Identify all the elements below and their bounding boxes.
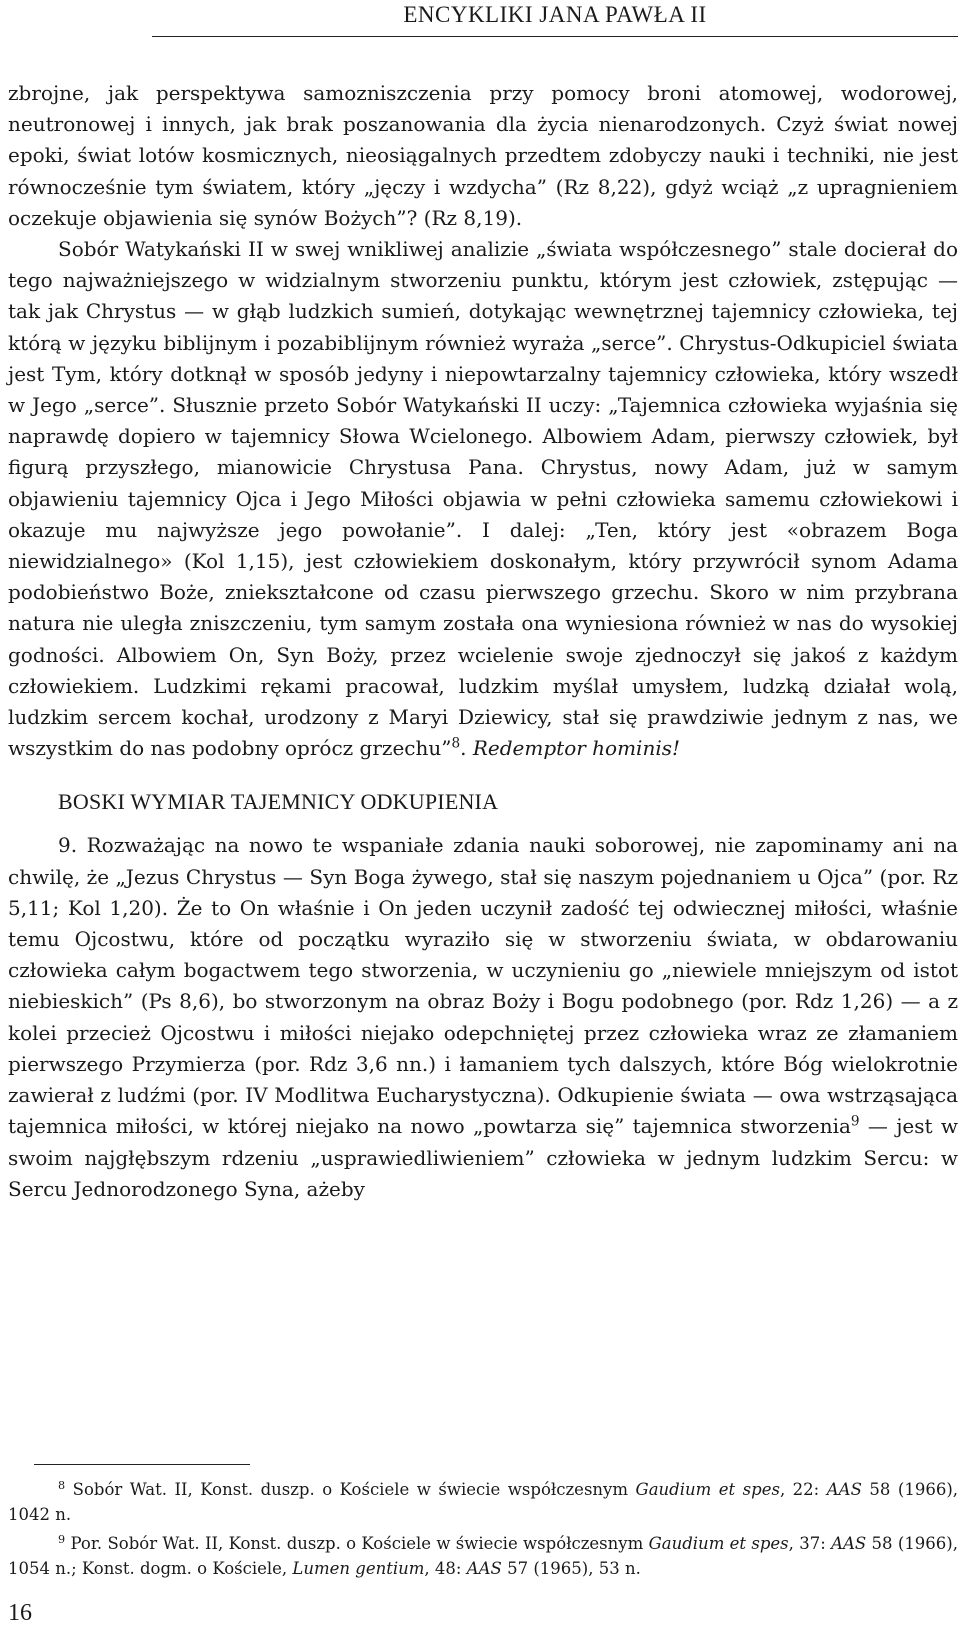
paragraph-3 (8, 830, 958, 1204)
paragraph-1: zbrojne, jak perspektywa samozniszczenia przy pomocy broni atomowej, wodorowej, neutronowej i innych, jak brak poszanowania dla życia nienarodzonych. Czyż świat nowej epoki, świat lotów kosmicznych, nieosiągalnych przedtem zdobyczy nauki i techniki, nie jest równocześnie tym światem, który „jęczy i wzdycha” (Rz 8,22), gdyż wciąż „z upragnieniem oczekuje objawienia się synów Bożych”? (Rz 8,19). (8, 81, 958, 230)
main-text (8, 78, 958, 1205)
header-title: ENCYKLIKI JANA PAWŁA II (403, 2, 707, 27)
footnote-8-number: 8 (58, 1478, 66, 1492)
paragraph-3-text: 9. Rozważając na nowo te wspaniałe zdania nauki soborowej, nie zapominamy ani na chwilę, że „Jezus Chrystus — Syn Boga żywego, stał się naszym pojednaniem u Ojca” (por. Rz 5,11; Kol 1,20). Że to On właśnie i On jeden uczynił zadość tej odwiecznej miłości, właśnie temu Ojcostwu, które od początku wyraziło się w stworzeniu świata, w obdarowaniu człowieka całym bogactwem tego stworzenia, w uczynieniu go „niewiele mniejszym od istot niebieskich” (Ps 8,6), bo stworzonym na obraz Boży i Bogu podobnego (por. Rdz 1,26) — a z kolei przecież Ojcostwu i miłości niejako odepchniętej przez człowieka wraz ze złamaniem pierwszego Przymierza (por. Rdz 3,6 nn.) i łamaniem tych dalszych, które Bóg wielokrotnie zawierał z ludźmi (por. IV Modlitwa Eucharystyczna). Odkupienie świata — owa wstrząsająca tajemnica miłości, w której niejako na nowo „powtarza się” tajemnica stworzenia (8, 833, 958, 1139)
footnote-8-text: Sobór Wat. II, Konst. duszp. o Kościele w świecie współczesnym (65, 1480, 636, 1499)
footnote-9-number: 9 (58, 1532, 66, 1546)
page-number: 16 (8, 1600, 32, 1626)
footnote-8 (8, 1478, 958, 1527)
footnote-9-text-2: , 37: (788, 1534, 832, 1553)
footnote-ref-9[interactable]: 9 (850, 1113, 860, 1130)
footnote-8-title: Gaudium et spes (635, 1480, 780, 1499)
footnote-9-text-3: 58 (1966), 1054 n.; Konst. dogm. o Kościele, (8, 1534, 958, 1578)
footnotes (8, 1478, 958, 1586)
footnote-9-text-4: , 48: (424, 1558, 467, 1578)
footnote-9 (8, 1532, 958, 1581)
footnote-9-title-2: Lumen gentium (292, 1558, 425, 1578)
footnote-9-title: Gaudium et spes (648, 1534, 789, 1553)
section-heading: BOSKI WYMIAR TAJEMNICY ODKUPIENIA (58, 789, 499, 815)
footnote-9-text-5: 57 (1965), 53 n. (501, 1558, 641, 1578)
footnote-9-aas-2: AAS (466, 1558, 502, 1578)
paragraph-2-italic: Redemptor hominis! (472, 736, 681, 761)
footnote-8-text-3: 58 (1966), 1042 n. (8, 1480, 958, 1524)
paragraph-2 (8, 234, 958, 764)
footnote-divider (34, 1464, 250, 1465)
footnote-8-aas: AAS (826, 1480, 862, 1499)
footnote-9-text: Por. Sobór Wat. II, Konst. duszp. o Kościele w świecie współczesnym (65, 1534, 649, 1553)
paragraph-3-text-after: — jest w swoim najgłębszym rdzeniu „usprawiedliwieniem” człowieka w jednym ludzkim Sercu: w Sercu Jednorodzonego Syna, ażeby (8, 1114, 959, 1201)
footnote-8-text-2: , 22: (779, 1480, 827, 1499)
paragraph-2-dot: . (460, 736, 473, 761)
paragraph-2-text: Sobór Watykański II w swej wnikliwej analizie „świata współczesnego” stale docierał do tego najważniejszego w widzialnym stworzeniu punktu, którym jest człowiek, zstępując — tak jak Chrystus — w głąb ludzkich sumień, dotykając wewnętrznej tajemnicy człowieka, tej którą w języku biblijnym i pozabiblijnym również wyraża „serce”. Chrystus-Odkupiciel świata jest Tym, który dotknął w sposób jedyny i niepowtarzalny tajemnicy człowieka, który wszedł w Jego „serce”. Słusznie przeto Sobór Watykański II uczy: „Tajemnica człowieka wyjaśnia się naprawdę dopiero w tajemnicy Słowa Wcielonego. Albowiem Adam, pierwszy człowiek, był figurą przyszłego, mianowicie Chrystusa Pana. Chrystus, nowy Adam, już w samym objawieniu tajemnicy Ojca i Jego Miłości objawia w pełni człowieka samemu człowiekowi i okazuje mu najwyższe jego powołanie”. I dalej: „Ten, który jest «obrazem Boga niewidzialnego» (Kol 1,15), jest człowiekiem doskonałym, który przywrócił synom Adama podobieństwo Boże, zniekształcone od czasu pierwszego grzechu. Skoro w nim przybrana natura nie uległa zniszczeniu, tym samym została ona wyniesiona również w nas do wysokiej godności. Albowiem On, Syn Boży, przez wcielenie swoje zjednoczył się jakoś z każdym człowiekiem. Ludzkimi rękami pracował, ludzkim myślał umysłem, ludzką działał wolą, ludzkim sercem kochał, urodzony z Maryi Dziewicy, stał się prawdziwie jednym z nas, we wszystkim do nas podobny oprócz grzechu” (8, 237, 958, 761)
footnote-ref-8[interactable]: 8 (451, 735, 461, 752)
footnote-9-aas: AAS (831, 1534, 867, 1553)
running-header (152, 0, 958, 37)
